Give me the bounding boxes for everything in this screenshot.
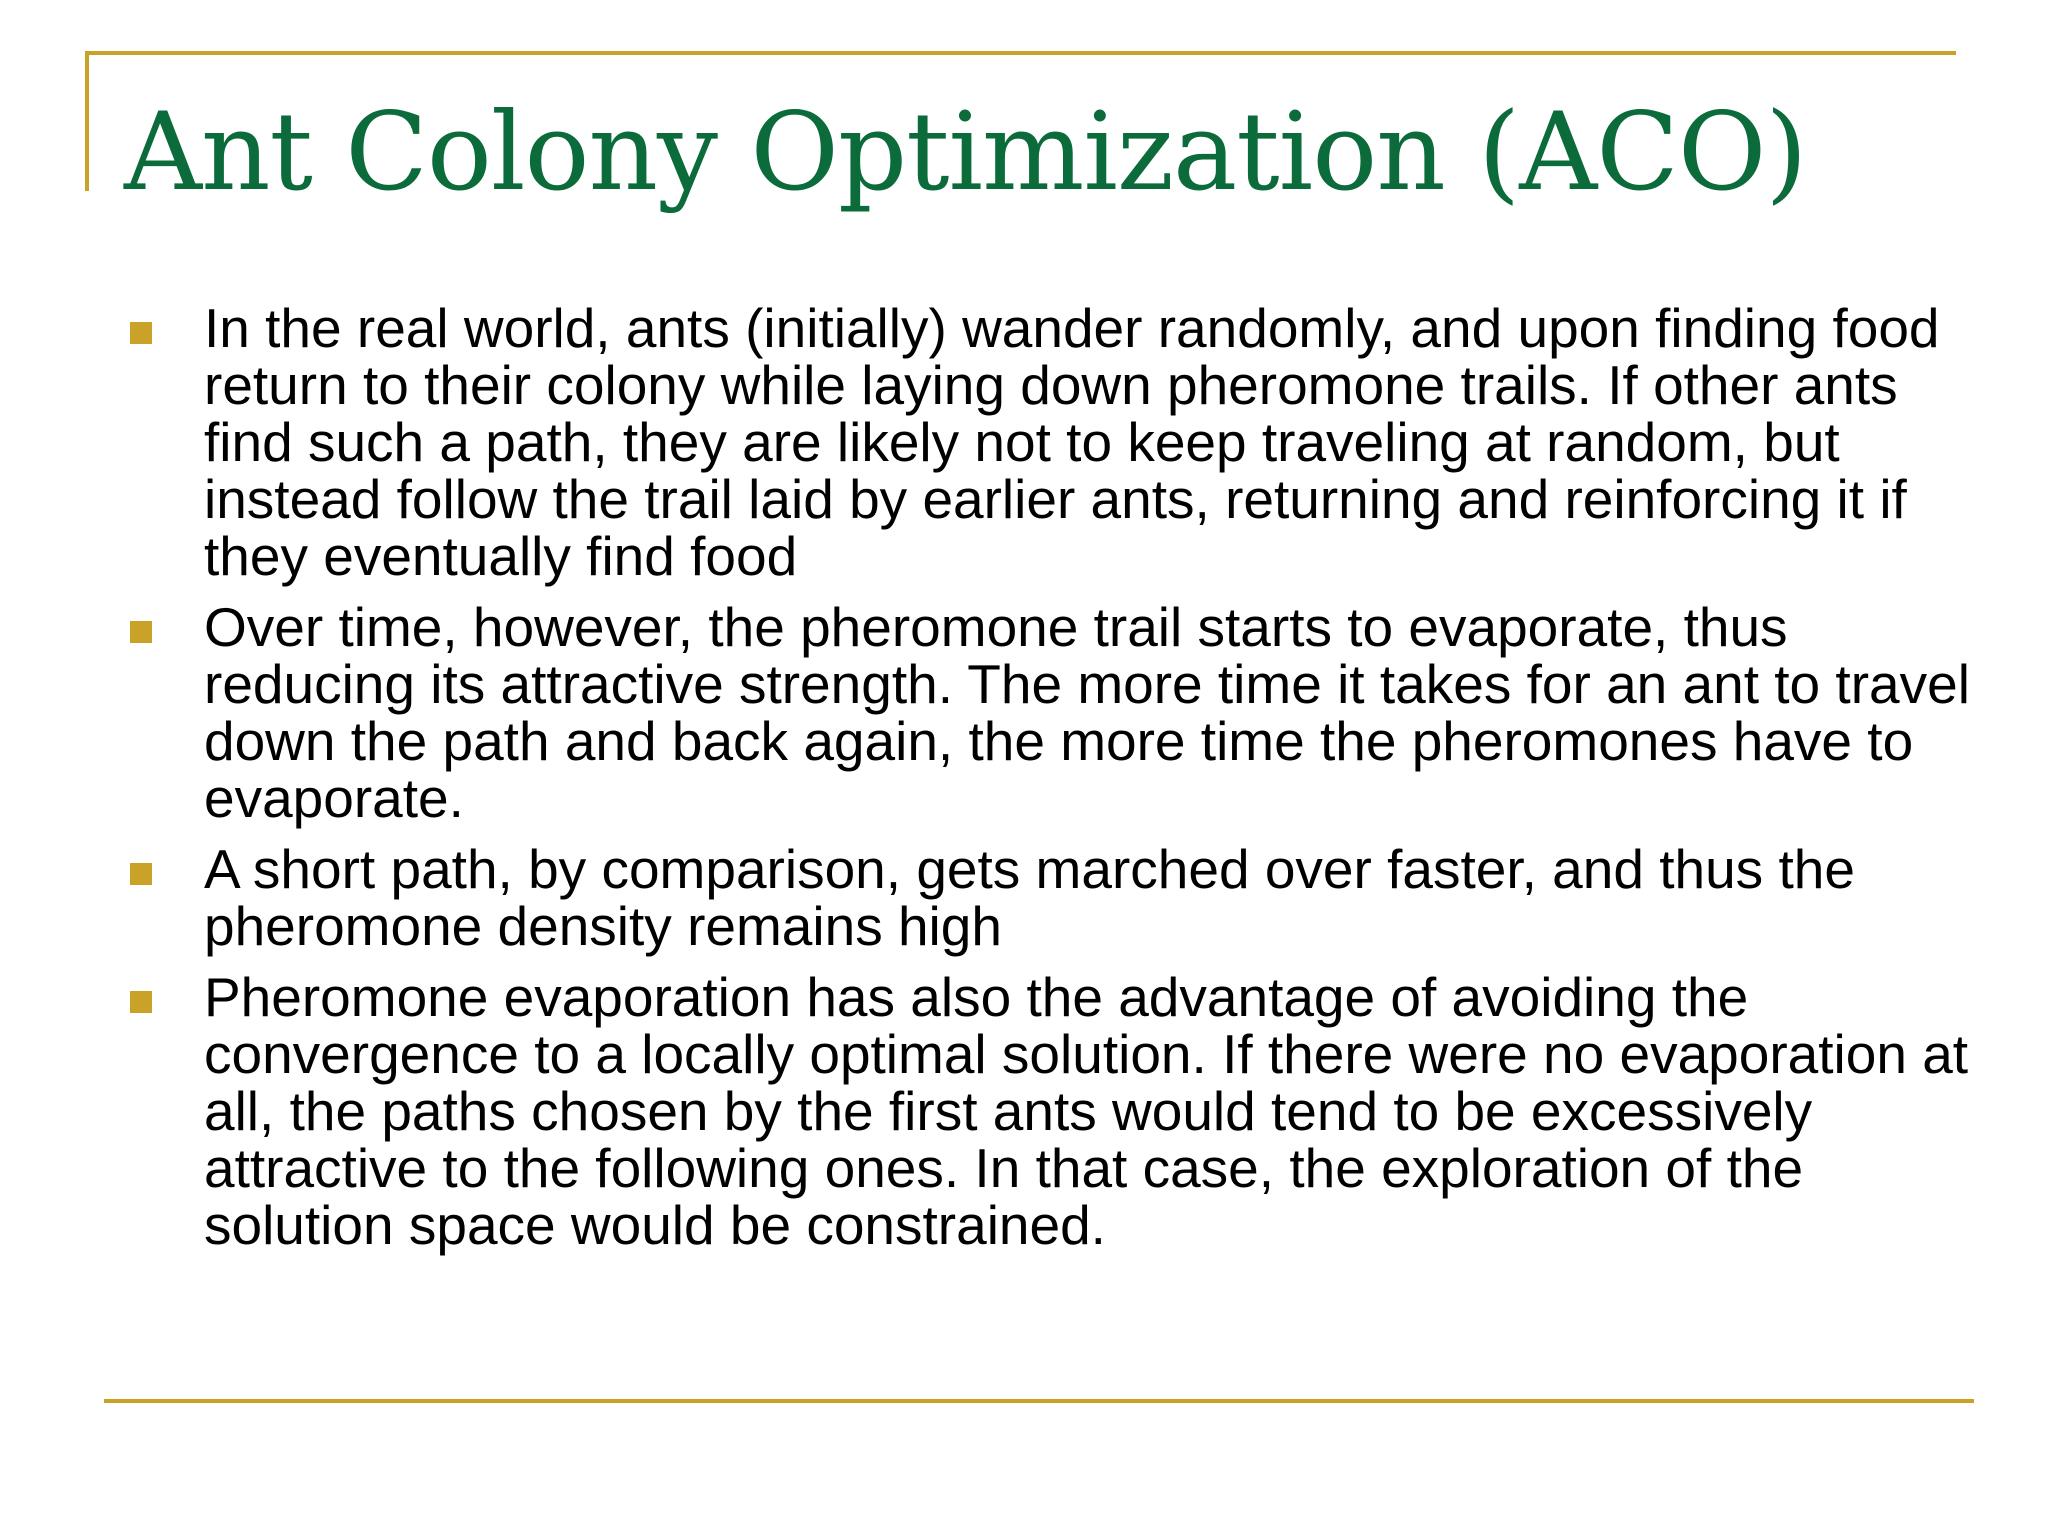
bullet-item xyxy=(120,966,1980,1256)
bullet-text: Over time, however, the pheromone trail starts to evaporate, thus reducing its attractive strength. The more time it takes for an ant to travel down the path and back again, the more time the pheromones have to evaporate. xyxy=(204,596,1970,829)
square-bullet-icon xyxy=(130,863,152,885)
bullet-text: In the real world, ants (initially) wander randomly, and upon finding food return to their colony while laying down pheromone trails. If other ants find such a path, they are likely not to keep traveling at random, but instead follow the trail laid by earlier ants, returning and reinforcing it if they eventually find food xyxy=(204,297,1940,587)
square-bullet-icon xyxy=(130,991,152,1013)
bullet-item xyxy=(120,297,1980,587)
top-divider xyxy=(85,51,1956,55)
bullet-text: Pheromone evaporation has also the advantage of avoiding the convergence to a locally optimal solution. If there were no evaporation at all, the paths chosen by the first ants would tend to be excessively attractive to the following ones. In that case, the exploration of the solution space would be constrained. xyxy=(204,966,1969,1256)
square-bullet-icon xyxy=(130,621,152,643)
left-divider xyxy=(85,51,89,191)
square-bullet-icon xyxy=(130,322,152,344)
bullet-item xyxy=(120,596,1980,829)
bullet-text: A short path, by comparison, gets marched over faster, and thus the pheromone density remains high xyxy=(204,838,1855,957)
bullet-list xyxy=(120,297,1980,1268)
bullet-item xyxy=(120,838,1980,957)
bottom-divider xyxy=(104,1399,1974,1403)
slide-title: Ant Colony Optimization (ACO) xyxy=(124,90,1807,215)
